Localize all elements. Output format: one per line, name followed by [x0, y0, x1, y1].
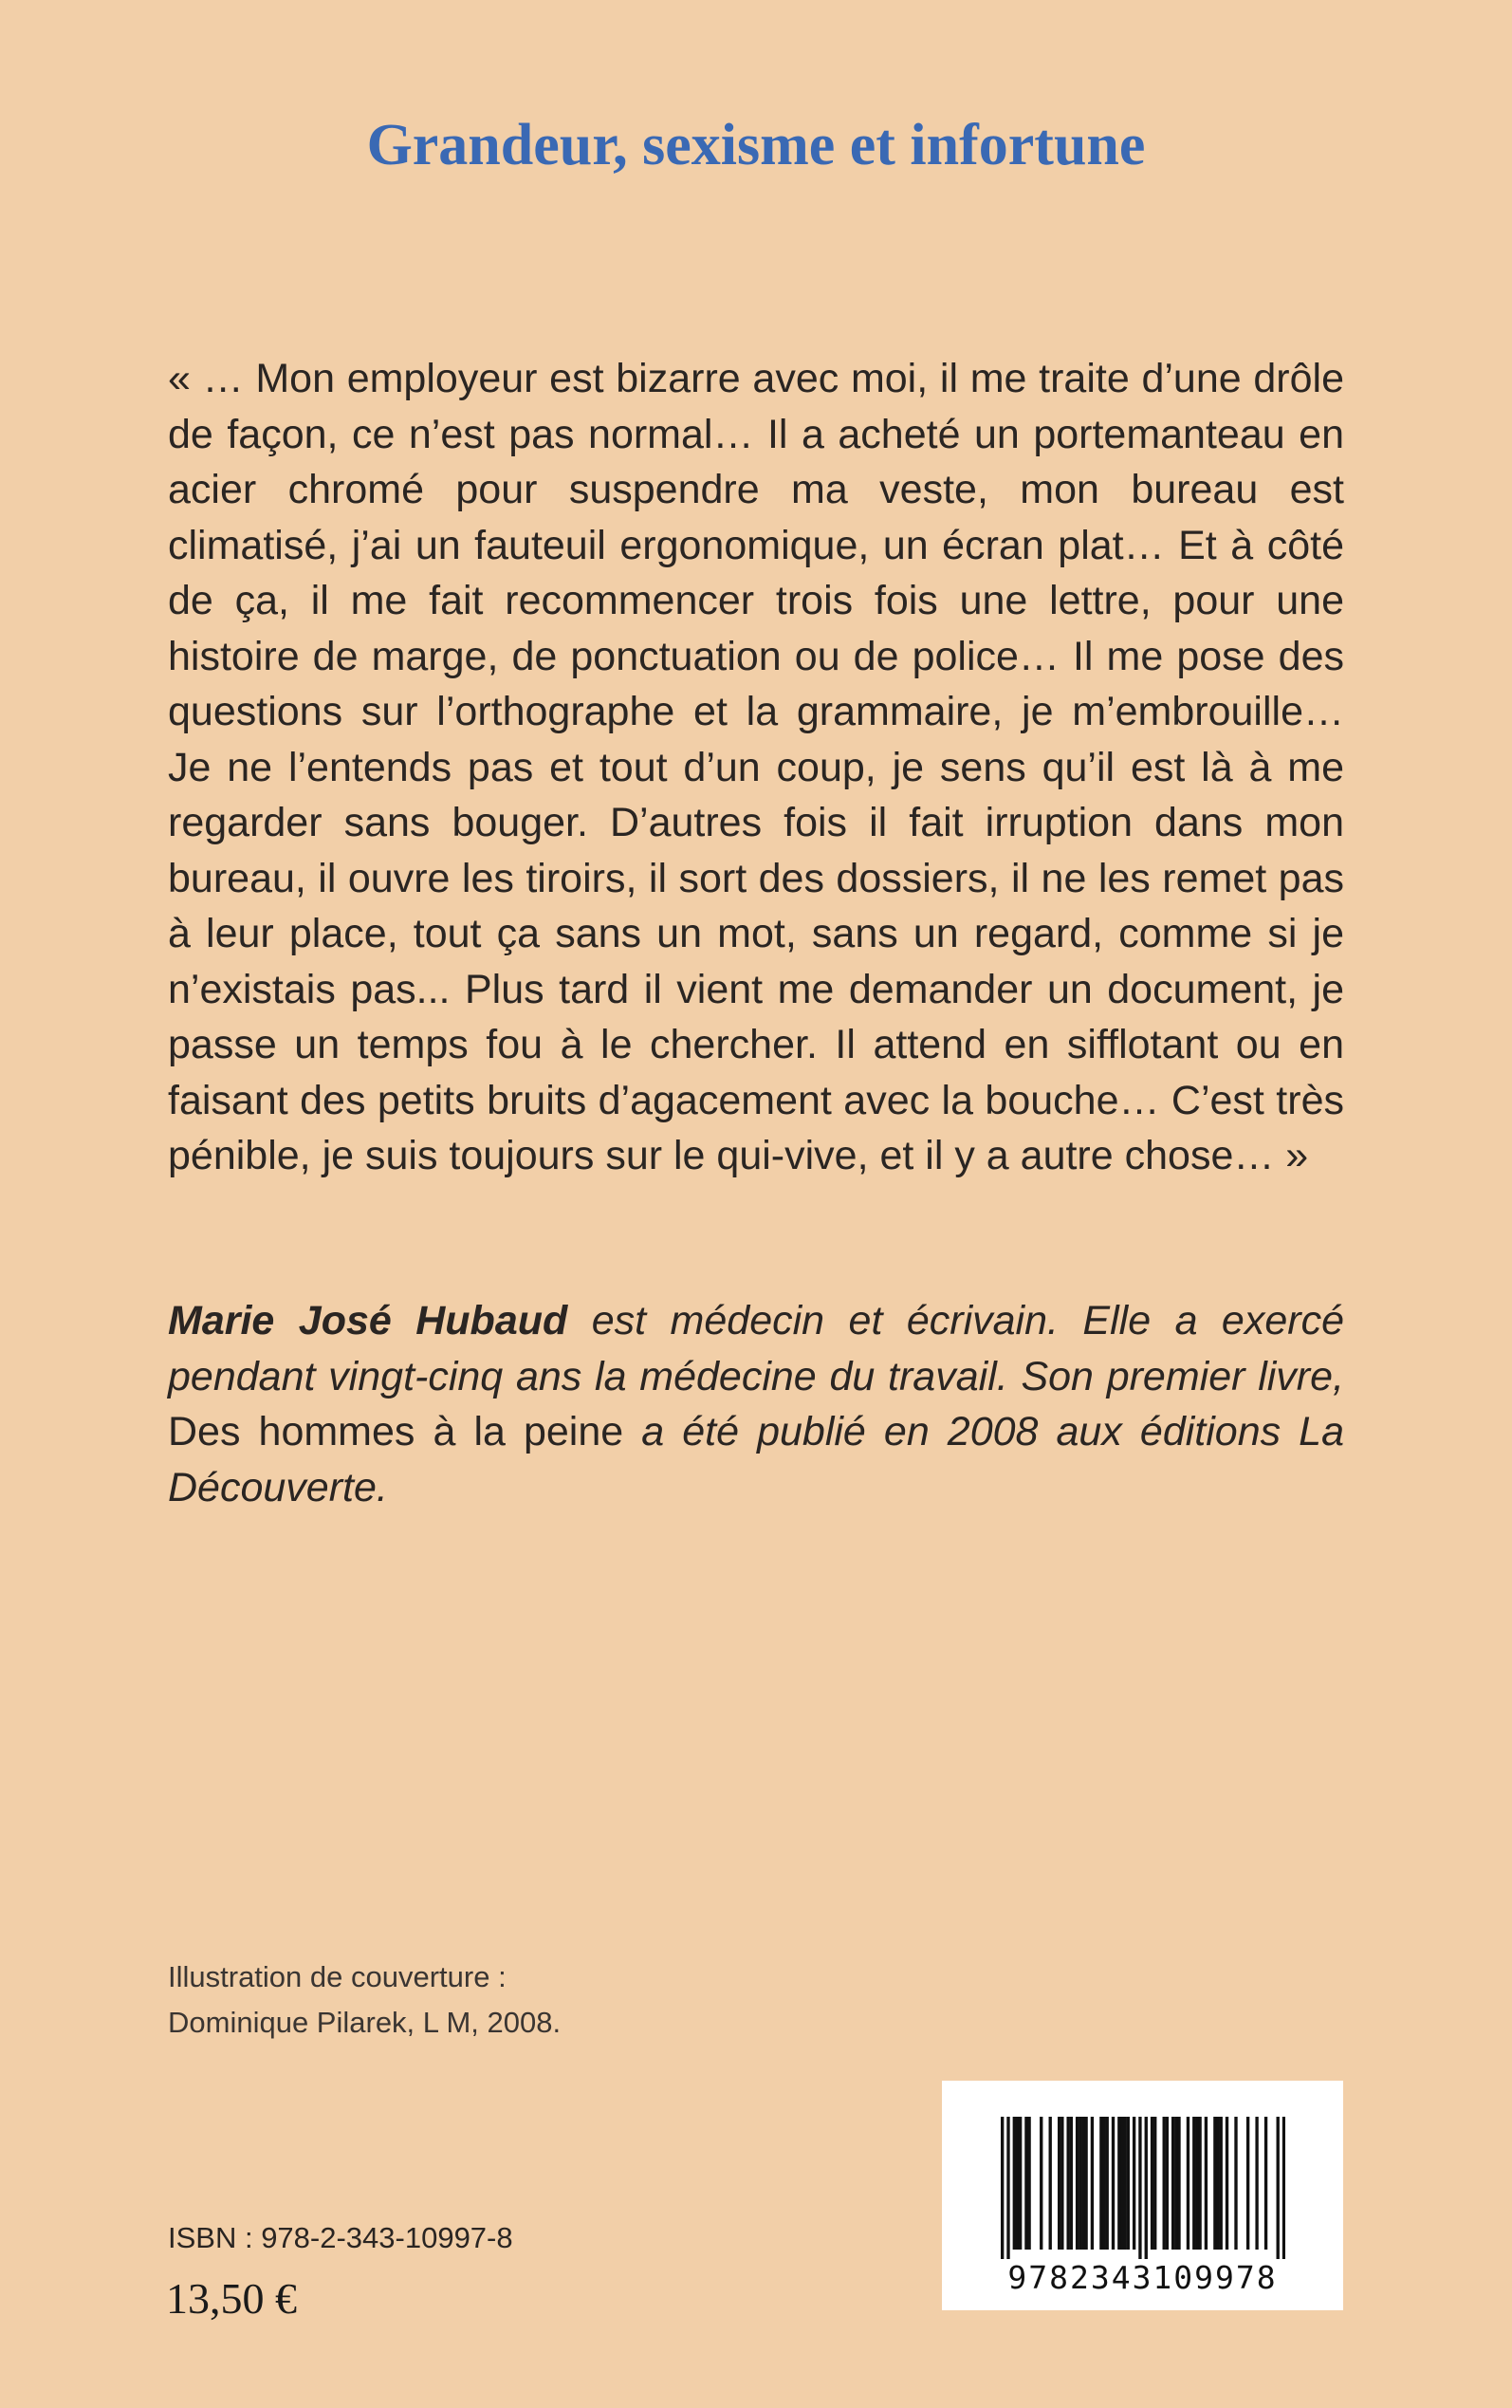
barcode-bar: [1076, 2117, 1079, 2250]
barcode-bar: [1049, 2117, 1052, 2250]
barcode-bar: [1058, 2117, 1060, 2250]
barcode-bar: [1187, 2117, 1189, 2250]
barcode-bar: [1138, 2117, 1141, 2259]
author-bio: [168, 1293, 1344, 1515]
barcode-bar: [1027, 2117, 1030, 2250]
barcode-bar: [1151, 2117, 1153, 2250]
barcode-bar: [1013, 2117, 1016, 2250]
barcode-bar: [1084, 2117, 1087, 2250]
barcode-bar: [1081, 2117, 1084, 2250]
barcode-bar: [1195, 2117, 1198, 2250]
barcode-bar: [1205, 2117, 1208, 2250]
barcode-bar: [1192, 2117, 1195, 2250]
barcode-bar: [1198, 2117, 1201, 2250]
barcode-bar: [1117, 2117, 1120, 2250]
barcode-bar: [1016, 2117, 1019, 2250]
barcode-bar: [1145, 2117, 1148, 2259]
barcode-bars: [1001, 2117, 1285, 2259]
barcode-bar: [1246, 2117, 1249, 2250]
barcode-bar: [1060, 2117, 1063, 2250]
barcode-bar: [1040, 2117, 1042, 2250]
price: 13,50 €: [166, 2274, 297, 2323]
barcode-bar: [1112, 2117, 1115, 2250]
barcode-bar: [1166, 2117, 1169, 2250]
author-name: Marie José Hubaud: [168, 1298, 568, 1343]
excerpt-paragraph: « … Mon employeur est bizarre avec moi, il me traite d’une drôle de façon, ce n’est pas normal… Il a acheté un portemanteau en acier chromé pour suspendre ma veste, mon bureau est climatisé, j’ai un fauteuil ergonomique, un écran plat… Et à côté de ça, il me fait recommencer trois fois une lettre, pour une histoire de marge, de ponctuation ou de police… Il me pose des questions sur l’orthographe et la grammaire, je m’embrouille… Je ne l’entends pas et tout d’un coup, je sens qu’il est là à me regarder sans bouger. D’autres fois il fait irruption dans mon bureau, il ouvre les tiroirs, il sort des dossiers, il ne les remet pas à leur place, tout ça sans un mot, sans un regard, comme si je n’existais pas... Plus tard il vient me demander un document, je passe un temps fou à le chercher. Il attend en sifflotant ou en faisant des petits bruits d’agacement avec la bouche… C’est très pénible, je suis toujours sur le qui-vive, et il y a autre chose… »: [168, 356, 1344, 1178]
bio-text-part2: a été publié en 2008 aux éditions La Découverte.: [168, 1409, 1345, 1510]
barcode-bar: [1001, 2117, 1004, 2259]
barcode-bar: [1264, 2117, 1267, 2250]
barcode-bar: [1019, 2117, 1022, 2250]
barcode: [942, 2081, 1343, 2310]
barcode-bar: [1127, 2117, 1130, 2250]
illustration-label: Illustration de couverture :: [168, 1960, 507, 1993]
barcode-bar: [1120, 2117, 1123, 2250]
barcode-bar: [1070, 2117, 1073, 2250]
isbn-number: ISBN : 978-2-343-10997-8: [168, 2221, 513, 2254]
barcode-bar: [1163, 2117, 1166, 2250]
illustration-credit-block: [168, 1954, 561, 2046]
barcode-digits: 9782343109978: [1007, 2259, 1278, 2296]
bio-text-part1: est médecin et écrivain. Elle a exercé pendant vingt-cinq ans la médecine du travail. Son premier livre,: [168, 1298, 1344, 1399]
barcode-bar: [1099, 2117, 1102, 2250]
illustration-credit: Dominique Pilarek, L M, 2008.: [168, 2006, 562, 2039]
barcode-bar: [1282, 2117, 1285, 2259]
barcode-bar: [1177, 2117, 1180, 2250]
first-book-title: Des hommes à la peine: [168, 1409, 624, 1454]
barcode-bar: [1079, 2117, 1081, 2250]
barcode-bar: [1213, 2117, 1216, 2250]
barcode-bar: [1102, 2117, 1105, 2250]
book-title: Grandeur, sexisme et infortune: [366, 113, 1146, 177]
barcode-bar: [1226, 2117, 1228, 2250]
barcode-bar: [1123, 2117, 1126, 2250]
barcode-bar: [1220, 2117, 1223, 2250]
barcode-bar: [1091, 2117, 1094, 2250]
barcode-bar: [1174, 2117, 1177, 2250]
barcode-bar: [1133, 2117, 1135, 2250]
barcode-bar: [1234, 2117, 1237, 2250]
barcode-bar: [1216, 2117, 1219, 2250]
barcode-bar: [1255, 2117, 1258, 2250]
barcode-bar: [1171, 2117, 1174, 2250]
barcode-bar: [1277, 2117, 1280, 2259]
barcode-bar: [1106, 2117, 1109, 2250]
barcode-bar: [1153, 2117, 1156, 2250]
barcode-bar: [1006, 2117, 1009, 2259]
barcode-bar: [1024, 2117, 1027, 2250]
barcode-bar: [1066, 2117, 1069, 2250]
